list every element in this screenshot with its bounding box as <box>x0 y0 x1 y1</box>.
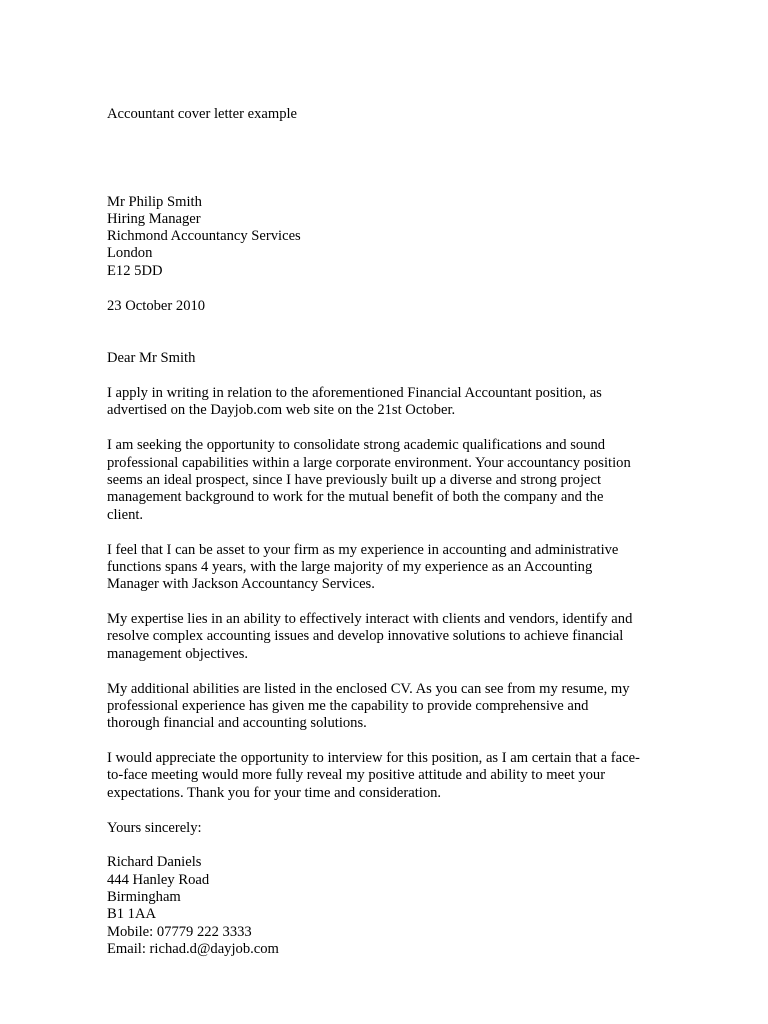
recipient-company: Richmond Accountancy Services <box>107 228 301 244</box>
recipient-name: Mr Philip Smith <box>107 194 202 210</box>
recipient-city: London <box>107 245 153 261</box>
sender-postcode: B1 1AA <box>107 906 157 922</box>
document-title: Accountant cover letter example <box>107 106 298 122</box>
closing: Yours sincerely: <box>107 820 202 836</box>
paragraph-3-line: functions spans 4 years, with the large majority of my experience as an Accounting <box>107 559 593 575</box>
recipient-postcode: E12 5DD <box>107 263 163 279</box>
paragraph-6-line: to-face meeting would more fully reveal my positive attitude and ability to meet your <box>107 767 606 783</box>
paragraph-5-line: thorough financial and accounting solutions. <box>107 715 367 731</box>
paragraph-1-line: advertised on the Dayjob.com web site on the 21st October. <box>107 402 456 418</box>
paragraph-5-line: My additional abilities are listed in the enclosed CV. As you can see from my resume, my <box>107 681 630 697</box>
paragraph-2-line: management background to work for the mutual benefit of both the company and the <box>107 489 604 505</box>
recipient-role: Hiring Manager <box>107 211 201 227</box>
salutation: Dear Mr Smith <box>107 350 196 366</box>
sender-street: 444 Hanley Road <box>107 872 210 888</box>
paragraph-2-line: seems an ideal prospect, since I have previously built up a diverse and strong project <box>107 472 602 488</box>
sender-name: Richard Daniels <box>107 854 202 870</box>
paragraph-6-line: I would appreciate the opportunity to interview for this position, as I am certain that a face- <box>107 750 640 766</box>
letter-date: 23 October 2010 <box>107 298 206 314</box>
paragraph-5-line: professional experience has given me the capability to provide comprehensive and <box>107 698 589 714</box>
paragraph-2-line: I am seeking the opportunity to consolidate strong academic qualifications and sound <box>107 437 606 453</box>
paragraph-2-line: client. <box>107 507 144 523</box>
paragraph-3-line: Manager with Jackson Accountancy Services. <box>107 576 375 592</box>
paragraph-3-line: I feel that I can be asset to your firm as my experience in accounting and administrative <box>107 542 619 558</box>
paragraph-1-line: I apply in writing in relation to the aforementioned Financial Accountant position, as <box>107 385 602 401</box>
sender-email: Email: richad.d@dayjob.com <box>107 941 279 957</box>
paragraph-4-line: My expertise lies in an ability to effectively interact with clients and vendors, identify and <box>107 611 633 627</box>
paragraph-6-line: expectations. Thank you for your time and consideration. <box>107 785 442 801</box>
paragraph-2-line: professional capabilities within a large corporate environment. Your accountancy position <box>107 455 631 471</box>
paragraph-4-line: management objectives. <box>107 646 249 662</box>
paragraph-4-line: resolve complex accounting issues and develop innovative solutions to achieve financial <box>107 628 624 644</box>
sender-city: Birmingham <box>107 889 181 905</box>
sender-mobile: Mobile: 07779 222 3333 <box>107 924 252 940</box>
